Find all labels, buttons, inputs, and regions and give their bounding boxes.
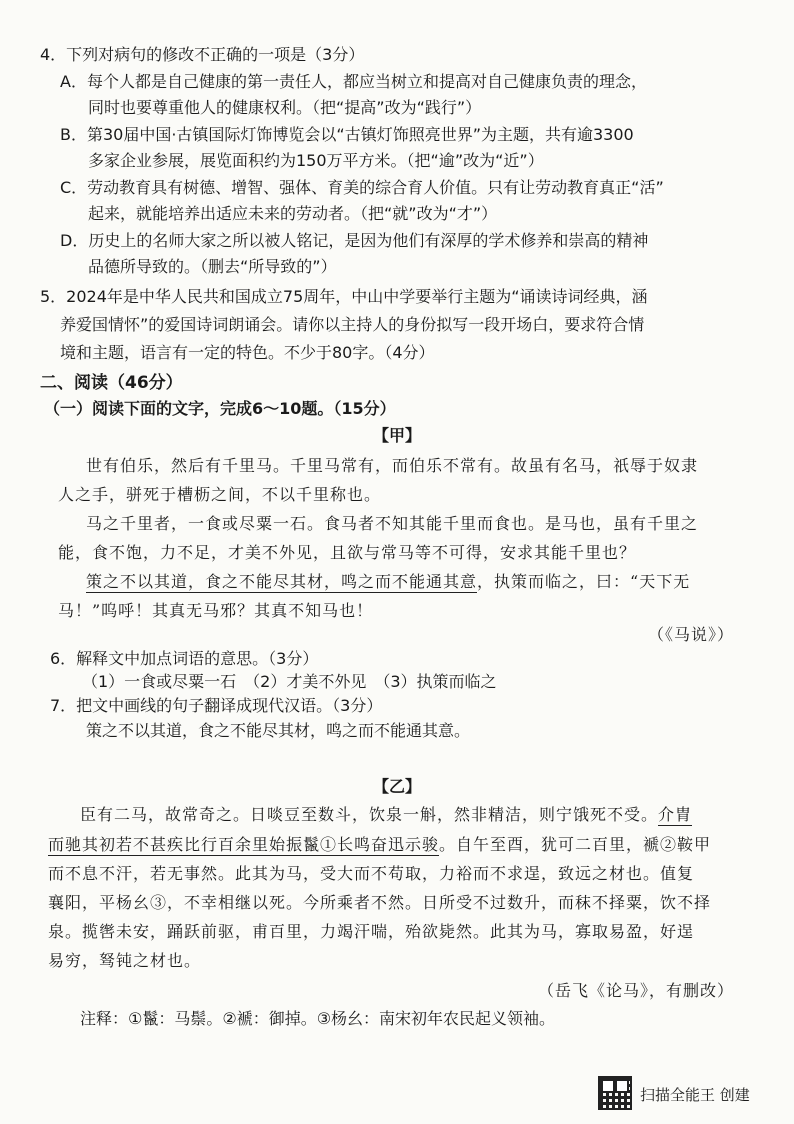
q4-option-a-line1: A．每个人都是自己健康的第一责任人，都应当树立和提高对自己健康负责的理念，	[60, 72, 647, 91]
yi-line2	[48, 834, 711, 856]
jia-p3-line2: 马！”呜呼！其真无马邪？其真不知马也！	[58, 601, 374, 620]
jia-p3-line1	[86, 571, 690, 593]
passage-jia-label: 【甲】	[372, 426, 421, 445]
jia-p2-line2: 能，食不饱，力不足，才美不外见，且欲与常马等不可得，安求其能千里也？	[58, 543, 637, 562]
yi-line3: 而不息不汗，若无事然。此其为马，受大而不苟取，力裕而不求逞，致远之材也。值复	[48, 864, 695, 883]
jia-p1-line2: 人之手，骈死于槽枥之间，不以千里称也。	[58, 485, 382, 504]
jia-p3-line1-rest: ，执策而临之，曰：“天下无	[477, 572, 691, 591]
q6-items: （1）一食或尽粟一石 （2）才美不外见 （3）执策而临之	[82, 672, 497, 691]
yi-line5: 泉。揽辔未安，踊跃前驱，甫百里，力竭汗喘，殆欲毙然。此其为马，寡取易盈，好逞	[48, 922, 695, 941]
q4-option-c-line1: C．劳动教育具有树德、增智、强体、育美的综合育人价值。只有让劳动教育真正“活”	[60, 178, 664, 197]
yi-line1-text: 臣有二马，故常奇之。日啖豆至数斗，饮泉一斛，然非精洁，则宁饿死不受。	[80, 805, 659, 824]
yi-line4: 襄阳，平杨幺③，不幸相继以死。今所乘者不然。日所受不过数升，而秣不择粟，饮不择	[48, 893, 712, 912]
jia-p1-line1: 世有伯乐，然后有千里马。千里马常有，而伯乐不常有。故虽有名马，祇辱于奴隶	[86, 456, 699, 475]
yi-line2-rest: 。自午至酉，犹可二百里，褫②鞍甲	[439, 835, 712, 854]
q5-line2: 养爱国情怀”的爱国诗词朗诵会。请你以主持人的身份拟写一段开场白，要求符合情	[60, 315, 645, 334]
yi-line6: 易穷，驽钝之材也。	[48, 951, 202, 970]
jia-source: （《马说》）	[647, 625, 734, 644]
q4-option-b-line2: 多家企业参展，展览面积约为150万平方米。（把“逾”改为“近”）	[88, 151, 544, 170]
section2-sub1: （一）阅读下面的文字，完成6～10题。（15分）	[44, 399, 396, 418]
passage-yi-label: 【乙】	[372, 777, 421, 796]
q5-line3: 境和主题，语言有一定的特色。不少于80字。（4分）	[60, 343, 435, 362]
q7-sentence: 策之不以其道，食之不能尽其材，鸣之而不能通其意。	[86, 721, 471, 740]
qr-code-icon	[598, 1076, 632, 1110]
yi-line1	[80, 804, 692, 826]
jia-p2-line1: 马之千里者，一食或尽粟一石。食马者不知其能千里而食也。是马也，虽有千里之	[86, 514, 699, 533]
q4-option-d-line1: D．历史上的名师大家之所以被人铭记，是因为他们有深厚的学术修养和崇高的精神	[60, 231, 649, 250]
yi-underlined-start: 介胄	[658, 805, 693, 824]
q4-option-b-line1: B．第30届中国·古镇国际灯饰博览会以“古镇灯饰照亮世界”为主题，共有逾3300	[60, 125, 634, 144]
notes: 注释：①鬣：马鬃。②褫：御掉。③杨幺：南宋初年农民起义领袖。	[80, 1009, 556, 1028]
scanner-watermark: 扫描全能王 创建	[640, 1086, 750, 1104]
yi-source: （岳飞《论马》，有删改）	[537, 981, 734, 1000]
q6-stem: 6．解释文中加点词语的意思。（3分）	[50, 649, 319, 668]
q4-option-a-line2: 同时也要尊重他人的健康权利。（把“提高”改为“践行”）	[88, 98, 482, 117]
q5-line1: 5．2024年是中华人民共和国成立75周年，中山中学要举行主题为“诵读诗词经典，涵	[40, 287, 648, 306]
section2-title: 二、阅读（46分）	[40, 373, 183, 393]
jia-underlined-sentence: 策之不以其道，食之不能尽其材，鸣之而不能通其意	[86, 572, 478, 591]
q4-option-c-line2: 起来，就能培养出适应未来的劳动者。（把“就”改为“才”）	[88, 204, 498, 223]
yi-underlined-sentence: 而驰其初若不甚疾比行百余里始振鬣①长鸣奋迅示骏	[48, 835, 440, 854]
q4-stem: 4．下列对病句的修改不正确的一项是（3分）	[40, 45, 365, 64]
q7-stem: 7．把文中画线的句子翻译成现代汉语。（3分）	[50, 696, 383, 715]
q4-option-d-line2: 品德所导致的。（删去“所导致的”）	[88, 257, 337, 276]
